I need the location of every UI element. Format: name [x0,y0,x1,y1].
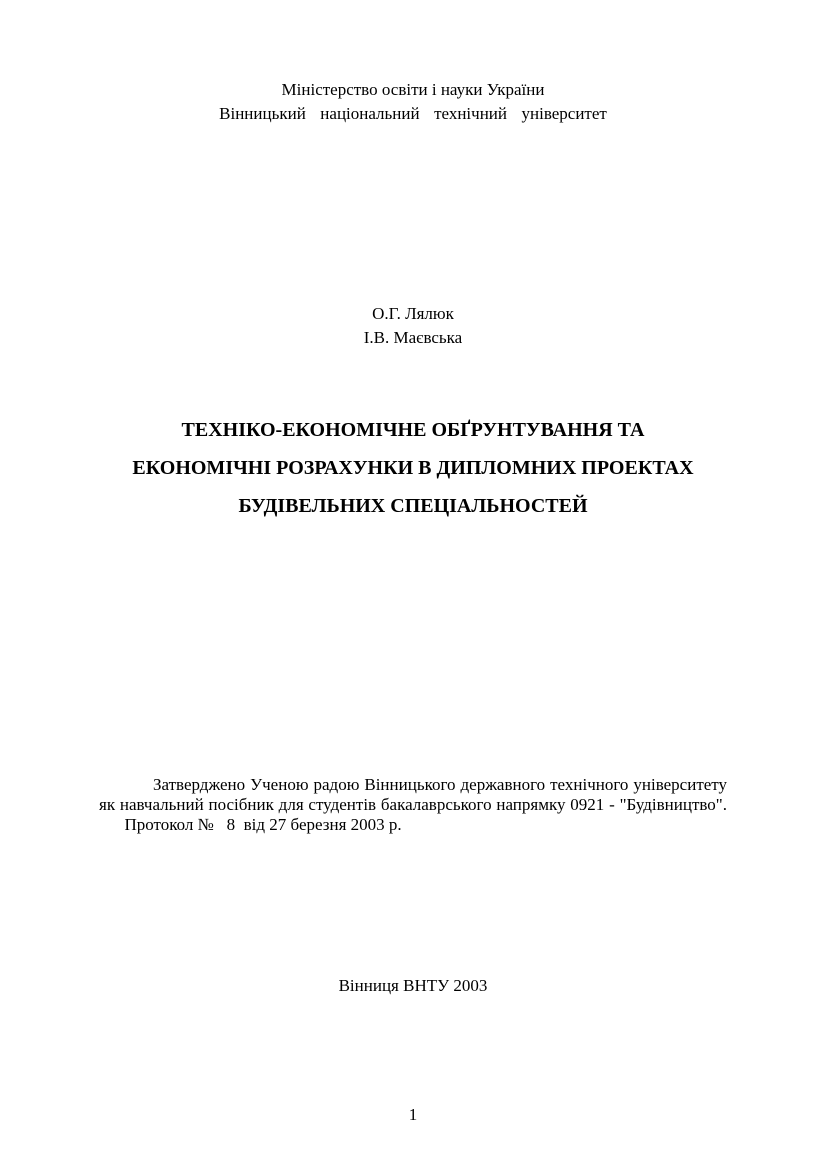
document-title-line: БУДІВЕЛЬНИХ СПЕЦІАЛЬНОСТЕЙ [238,495,588,517]
approval-paragraph [99,775,727,835]
author-name: О.Г. Лялюк [372,304,454,323]
page-number: 1 [408,1105,418,1124]
protocol-text: Протокол № 8 від 27 березня 2003 р. [99,815,402,834]
ministry-heading: Міністерство освіти і науки України [281,80,545,99]
approval-text: Затверджено Ученою радою Вінницького державного технічного університету як навчальний посібник для студентів бакалаврського напрямку 0921 - "Будівництво". [99,775,727,814]
document-title-line: ЕКОНОМІЧНІ РОЗРАХУНКИ В ДИПЛОМНИХ ПРОЕКТАХ [132,457,694,479]
city-year: Вінниця ВНТУ 2003 [338,976,488,995]
author-name: І.В. Маєвська [363,328,463,347]
university-heading: Вінницький національний технічний університет [219,104,607,123]
document-title-line: ТЕХНІКО-ЕКОНОМІЧНЕ ОБҐРУНТУВАННЯ ТА [181,419,645,441]
